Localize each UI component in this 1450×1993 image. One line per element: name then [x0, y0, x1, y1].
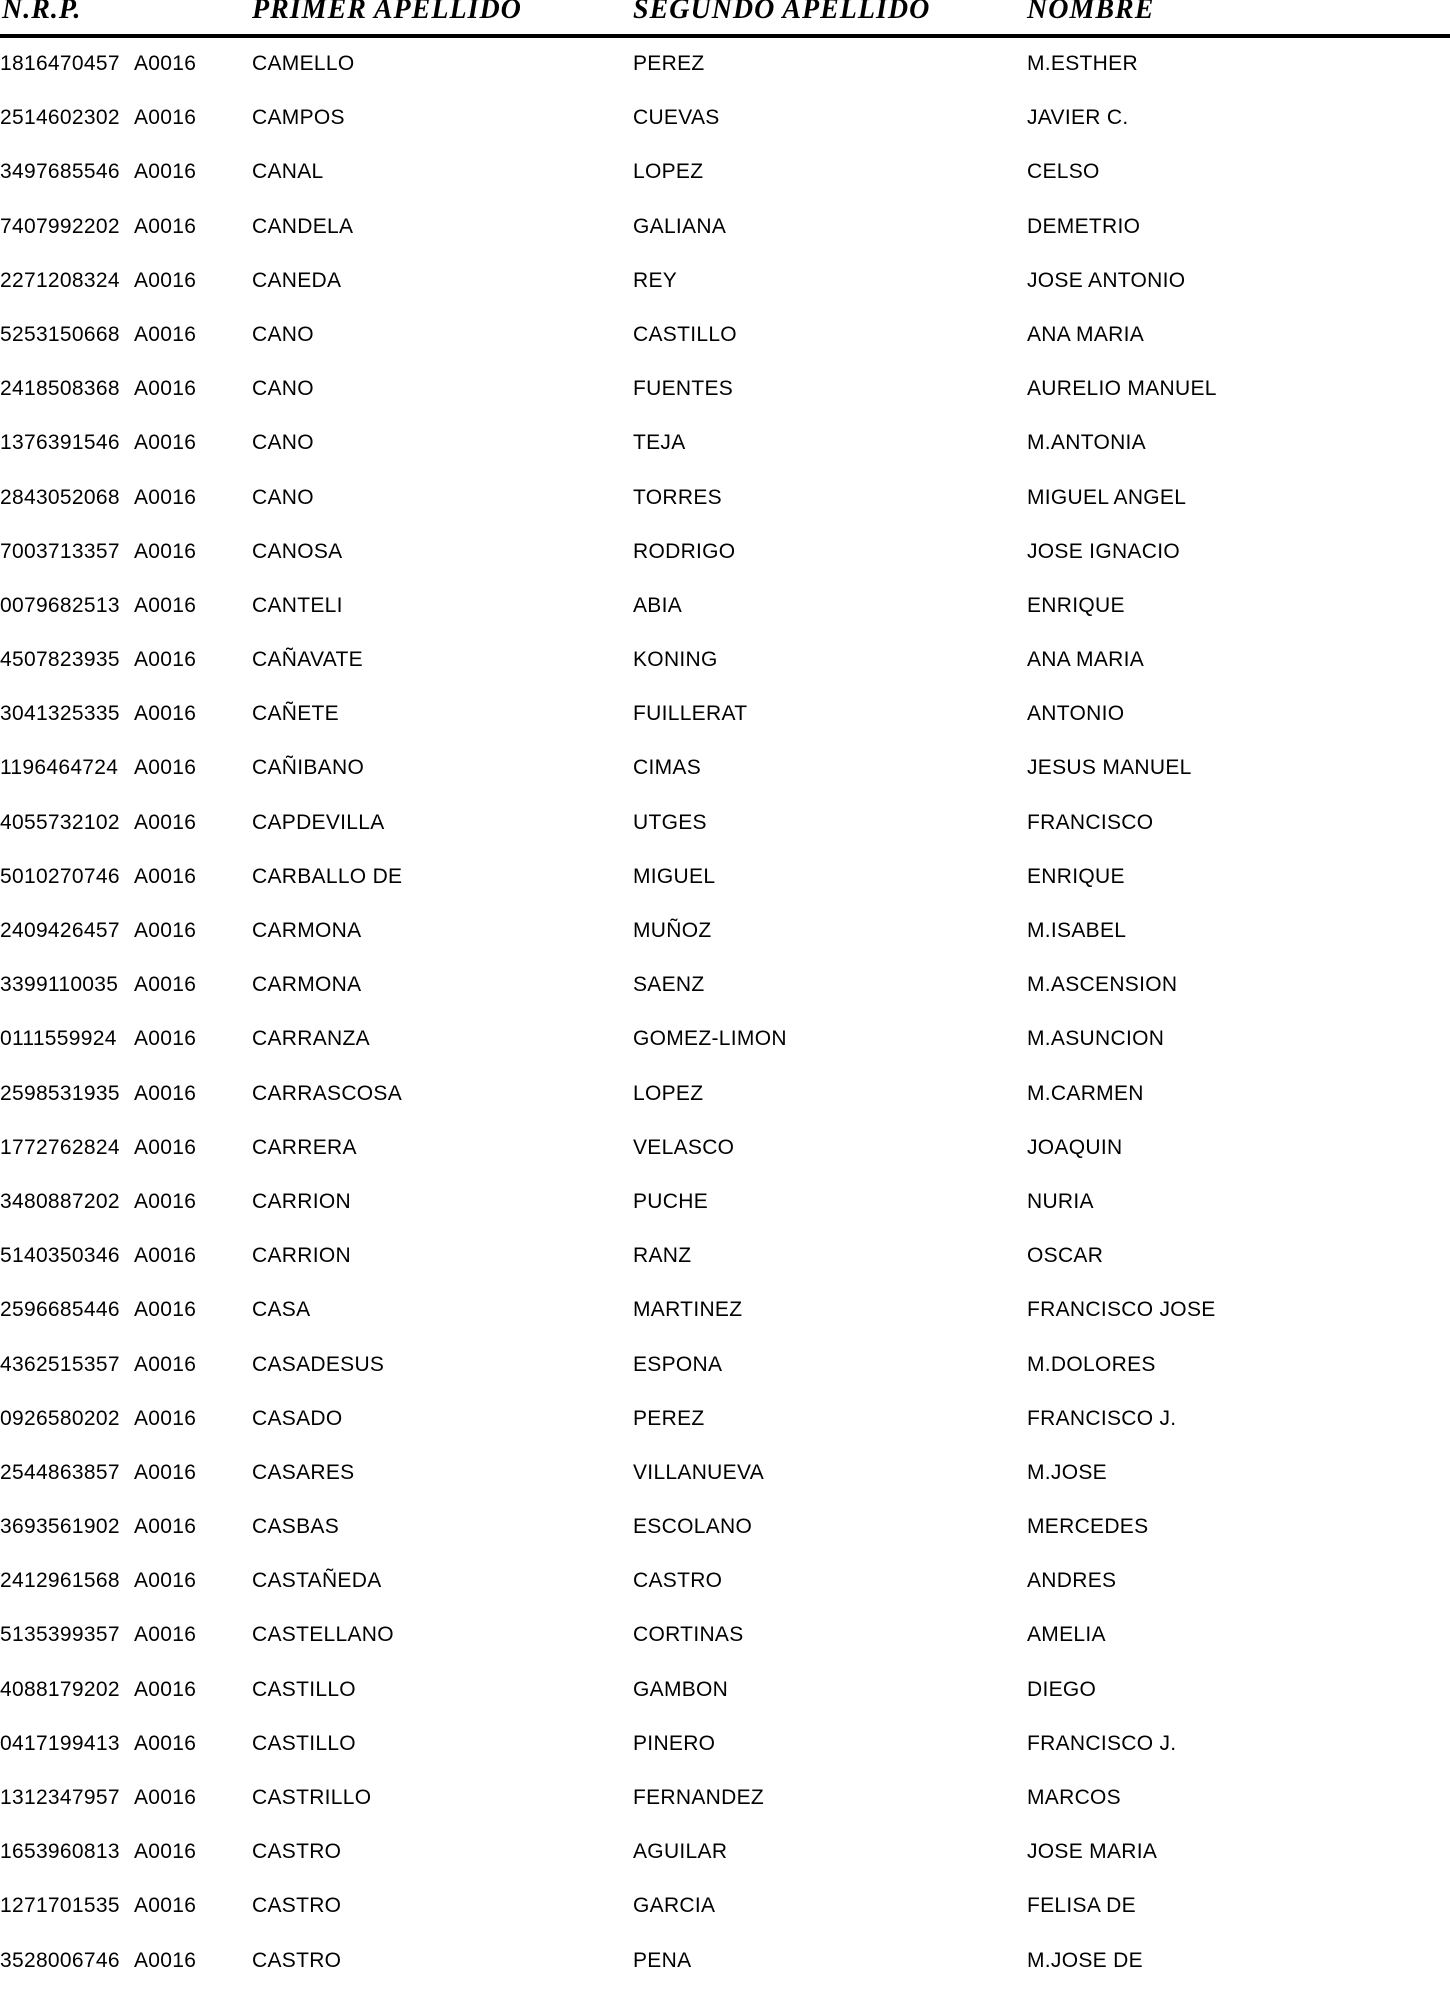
code-cell: A0016	[134, 268, 197, 292]
code-cell: A0016	[134, 539, 197, 563]
primer-apellido-cell: CASARES	[252, 1460, 355, 1484]
segundo-apellido-cell: GALIANA	[633, 214, 727, 238]
code-cell: A0016	[134, 1027, 197, 1051]
segundo-apellido-cell: PEREZ	[633, 1406, 705, 1430]
code-cell: A0016	[134, 1135, 197, 1159]
header-primer-apellido: PRIMER APELLIDO	[252, 0, 522, 25]
nrp-cell: 5135399357	[0, 1623, 120, 1647]
table-row	[0, 584, 1450, 638]
segundo-apellido-cell: FERNANDEZ	[633, 1786, 765, 1809]
segundo-apellido-cell: ESCOLANO	[633, 1515, 753, 1539]
primer-apellido-cell: CARRANZA	[252, 1027, 370, 1051]
table-row	[0, 1180, 1450, 1234]
primer-apellido-cell: CASTILLO	[252, 1731, 356, 1755]
primer-apellido-cell: CAÑAVATE	[252, 648, 363, 672]
header-nombre: NOMBRE	[1027, 0, 1155, 25]
nombre-cell: ANA MARIA	[1027, 322, 1145, 346]
code-cell: A0016	[134, 485, 197, 509]
segundo-apellido-cell: MUÑOZ	[633, 919, 712, 942]
primer-apellido-cell: CASTRO	[252, 1948, 342, 1972]
code-cell: A0016	[134, 864, 197, 888]
primer-apellido-cell: CARMONA	[252, 973, 362, 997]
primer-apellido-cell: CARRASCOSA	[252, 1081, 403, 1105]
nombre-cell: JOSE IGNACIO	[1027, 539, 1180, 563]
segundo-apellido-cell: RANZ	[633, 1244, 692, 1268]
code-cell: A0016	[134, 648, 197, 672]
code-cell: A0016	[134, 1894, 197, 1918]
nrp-cell: 1772762824	[0, 1135, 120, 1159]
code-cell: A0016	[134, 1244, 197, 1268]
nombre-cell: FRANCISCO J.	[1027, 1731, 1177, 1755]
segundo-apellido-cell: PUCHE	[633, 1189, 709, 1213]
code-cell: A0016	[134, 593, 197, 617]
nombre-cell: M.JOSE	[1027, 1460, 1107, 1484]
code-cell: A0016	[134, 973, 197, 997]
nombre-cell: JOSE MARIA	[1027, 1840, 1158, 1864]
table-row	[0, 1017, 1450, 1071]
segundo-apellido-cell: ESPONA	[633, 1352, 723, 1376]
segundo-apellido-cell: ABIA	[633, 593, 683, 617]
primer-apellido-cell: CANAL	[252, 160, 324, 184]
table-row	[0, 801, 1450, 855]
primer-apellido-cell: CASTILLO	[252, 1677, 356, 1701]
nrp-cell: 1816470457	[0, 52, 120, 75]
nrp-cell: 4362515357	[0, 1352, 120, 1376]
nombre-cell: M.ASCENSION	[1027, 973, 1178, 997]
code-cell: A0016	[134, 1352, 197, 1376]
header-nrp: N.R.P.	[2, 0, 82, 25]
code-cell: A0016	[134, 1515, 197, 1539]
table-row	[0, 367, 1450, 421]
segundo-apellido-cell: TEJA	[633, 431, 686, 455]
nombre-cell: ENRIQUE	[1027, 593, 1125, 617]
segundo-apellido-cell: GAMBON	[633, 1677, 729, 1701]
segundo-apellido-cell: AGUILAR	[633, 1840, 728, 1864]
primer-apellido-cell: CASTRO	[252, 1894, 342, 1918]
nombre-cell: AURELIO MANUEL	[1027, 377, 1217, 401]
table-row	[0, 205, 1450, 259]
segundo-apellido-cell: PEREZ	[633, 52, 705, 75]
nrp-cell: 7407992202	[0, 214, 120, 238]
nrp-cell: 2418508368	[0, 377, 120, 401]
nrp-cell: 5140350346	[0, 1244, 120, 1268]
nombre-cell: FRANCISCO	[1027, 810, 1154, 834]
segundo-apellido-cell: RODRIGO	[633, 539, 736, 563]
code-cell: A0016	[134, 1677, 197, 1701]
nombre-cell: M.DOLORES	[1027, 1352, 1156, 1376]
nombre-cell: JOSE ANTONIO	[1027, 268, 1186, 292]
table-row	[0, 692, 1450, 746]
code-cell: A0016	[134, 1731, 197, 1755]
primer-apellido-cell: CANO	[252, 485, 314, 509]
primer-apellido-cell: CARMONA	[252, 919, 362, 942]
primer-apellido-cell: CANOSA	[252, 539, 343, 563]
primer-apellido-cell: CASBAS	[252, 1515, 339, 1539]
nombre-cell: JOAQUIN	[1027, 1135, 1123, 1159]
nombre-cell: ANDRES	[1027, 1569, 1117, 1593]
table-body	[0, 42, 1450, 1993]
nombre-cell: M.JOSE DE	[1027, 1948, 1143, 1972]
primer-apellido-cell: CANEDA	[252, 268, 342, 292]
nrp-cell: 3693561902	[0, 1515, 120, 1539]
nombre-cell: CELSO	[1027, 160, 1100, 184]
primer-apellido-cell: CANO	[252, 377, 314, 401]
code-cell: A0016	[134, 1189, 197, 1213]
nombre-cell: ENRIQUE	[1027, 864, 1125, 888]
table-row	[0, 150, 1450, 204]
table-row	[0, 1559, 1450, 1613]
primer-apellido-cell: CASTELLANO	[252, 1623, 394, 1647]
code-cell: A0016	[134, 1298, 197, 1322]
nrp-cell: 1653960813	[0, 1840, 120, 1864]
nrp-cell: 3528006746	[0, 1948, 120, 1972]
code-cell: A0016	[134, 1460, 197, 1484]
segundo-apellido-cell: LOPEZ	[633, 160, 704, 184]
table-row	[0, 1668, 1450, 1722]
nombre-cell: M.ESTHER	[1027, 52, 1138, 75]
nombre-cell: MERCEDES	[1027, 1515, 1149, 1539]
code-cell: A0016	[134, 377, 197, 401]
segundo-apellido-cell: PENA	[633, 1948, 692, 1972]
table-header	[0, 0, 1450, 36]
nombre-cell: M.ISABEL	[1027, 919, 1127, 942]
nrp-cell: 1376391546	[0, 431, 120, 455]
nrp-cell: 2544863857	[0, 1460, 120, 1484]
nrp-cell: 2596685446	[0, 1298, 120, 1322]
nombre-cell: FELISA DE	[1027, 1894, 1136, 1918]
segundo-apellido-cell: GARCIA	[633, 1894, 716, 1918]
nombre-cell: JESUS MANUEL	[1027, 756, 1192, 780]
primer-apellido-cell: CARRION	[252, 1189, 351, 1213]
segundo-apellido-cell: MIGUEL	[633, 864, 716, 888]
table-row	[0, 1397, 1450, 1451]
primer-apellido-cell: CANO	[252, 431, 314, 455]
nrp-cell: 3399110035	[0, 973, 119, 997]
nombre-cell: DIEGO	[1027, 1677, 1097, 1701]
nombre-cell: FRANCISCO J.	[1027, 1406, 1177, 1430]
code-cell: A0016	[134, 431, 197, 455]
nombre-cell: AMELIA	[1027, 1623, 1106, 1647]
table-row	[0, 1505, 1450, 1559]
table-row	[0, 855, 1450, 909]
nrp-cell: 0111559924	[0, 1027, 117, 1051]
header-rule	[0, 34, 1450, 38]
table-row	[0, 530, 1450, 584]
table-row	[0, 1776, 1450, 1830]
primer-apellido-cell: CAÑIBANO	[252, 756, 365, 780]
table-row	[0, 1830, 1450, 1884]
segundo-apellido-cell: CIMAS	[633, 756, 702, 780]
table-row	[0, 1939, 1450, 1993]
nrp-cell: 2412961568	[0, 1569, 120, 1593]
nrp-cell: 2409426457	[0, 919, 120, 942]
table-row	[0, 1343, 1450, 1397]
primer-apellido-cell: CARRION	[252, 1244, 351, 1268]
nrp-cell: 1196464724	[0, 756, 119, 780]
code-cell: A0016	[134, 1786, 197, 1809]
nrp-cell: 0417199413	[0, 1731, 120, 1755]
code-cell: A0016	[134, 702, 197, 726]
code-cell: A0016	[134, 52, 197, 75]
segundo-apellido-cell: SAENZ	[633, 973, 705, 997]
nrp-cell: 2843052068	[0, 485, 120, 509]
nrp-cell: 2271208324	[0, 268, 120, 292]
code-cell: A0016	[134, 919, 197, 942]
segundo-apellido-cell: CASTRO	[633, 1569, 723, 1593]
primer-apellido-cell: CARRERA	[252, 1135, 357, 1159]
table-row	[0, 1288, 1450, 1342]
nrp-cell: 2514602302	[0, 106, 120, 130]
table-row	[0, 313, 1450, 367]
nrp-cell: 4507823935	[0, 648, 120, 672]
primer-apellido-cell: CANTELI	[252, 593, 343, 617]
segundo-apellido-cell: TORRES	[633, 485, 722, 509]
nrp-cell: 2598531935	[0, 1081, 120, 1105]
nombre-cell: FRANCISCO JOSE	[1027, 1298, 1216, 1322]
segundo-apellido-cell: FUENTES	[633, 377, 734, 401]
table-row	[0, 1722, 1450, 1776]
segundo-apellido-cell: MARTINEZ	[633, 1298, 743, 1322]
table-row	[0, 259, 1450, 313]
table-row	[0, 42, 1450, 96]
table-row	[0, 421, 1450, 475]
nrp-cell: 1271701535	[0, 1894, 120, 1918]
nrp-cell: 5253150668	[0, 322, 120, 346]
primer-apellido-cell: CASTRILLO	[252, 1786, 372, 1809]
nrp-cell: 4088179202	[0, 1677, 120, 1701]
nrp-cell: 0079682513	[0, 593, 120, 617]
segundo-apellido-cell: GOMEZ-LIMON	[633, 1027, 787, 1051]
nombre-cell: M.ASUNCION	[1027, 1027, 1165, 1051]
table-row	[0, 1072, 1450, 1126]
header-segundo-apellido: SEGUNDO APELLIDO	[633, 0, 931, 25]
nombre-cell: M.ANTONIA	[1027, 431, 1146, 455]
nrp-cell: 5010270746	[0, 864, 120, 888]
code-cell: A0016	[134, 322, 197, 346]
segundo-apellido-cell: UTGES	[633, 810, 707, 834]
table-row	[0, 963, 1450, 1017]
primer-apellido-cell: CAÑETE	[252, 702, 339, 726]
primer-apellido-cell: CAMPOS	[252, 106, 345, 130]
segundo-apellido-cell: CUEVAS	[633, 106, 720, 130]
table-row	[0, 638, 1450, 692]
table-row	[0, 1451, 1450, 1505]
segundo-apellido-cell: FUILLERAT	[633, 702, 748, 726]
table-row	[0, 1613, 1450, 1667]
nrp-cell: 3041325335	[0, 702, 120, 726]
primer-apellido-cell: CANDELA	[252, 214, 354, 238]
table-row	[0, 1126, 1450, 1180]
code-cell: A0016	[134, 1948, 197, 1972]
nombre-cell: DEMETRIO	[1027, 214, 1141, 238]
segundo-apellido-cell: VILLANUEVA	[633, 1460, 764, 1484]
segundo-apellido-cell: VELASCO	[633, 1135, 735, 1159]
primer-apellido-cell: CASTAÑEDA	[252, 1569, 382, 1593]
table-row	[0, 746, 1450, 800]
nrp-cell: 1312347957	[0, 1786, 120, 1809]
code-cell: A0016	[134, 1081, 197, 1105]
segundo-apellido-cell: LOPEZ	[633, 1081, 704, 1105]
table-row	[0, 1884, 1450, 1938]
primer-apellido-cell: CAPDEVILLA	[252, 810, 385, 834]
nrp-cell: 7003713357	[0, 539, 120, 563]
code-cell: A0016	[134, 1406, 197, 1430]
nombre-cell: NURIA	[1027, 1189, 1094, 1213]
table-row	[0, 476, 1450, 530]
primer-apellido-cell: CARBALLO DE	[252, 864, 403, 888]
nrp-cell: 3497685546	[0, 160, 120, 184]
code-cell: A0016	[134, 1569, 197, 1593]
primer-apellido-cell: CASADO	[252, 1406, 343, 1430]
nombre-cell: MARCOS	[1027, 1786, 1121, 1809]
table-row	[0, 96, 1450, 150]
segundo-apellido-cell: REY	[633, 268, 678, 292]
code-cell: A0016	[134, 1840, 197, 1864]
primer-apellido-cell: CASTRO	[252, 1840, 342, 1864]
code-cell: A0016	[134, 214, 197, 238]
table-row	[0, 1234, 1450, 1288]
segundo-apellido-cell: PINERO	[633, 1731, 716, 1755]
nombre-cell: JAVIER C.	[1027, 106, 1129, 130]
code-cell: A0016	[134, 106, 197, 130]
primer-apellido-cell: CANO	[252, 322, 314, 346]
code-cell: A0016	[134, 810, 197, 834]
code-cell: A0016	[134, 160, 197, 184]
segundo-apellido-cell: CORTINAS	[633, 1623, 744, 1647]
segundo-apellido-cell: CASTILLO	[633, 322, 737, 346]
nrp-cell: 0926580202	[0, 1406, 120, 1430]
nombre-cell: MIGUEL ANGEL	[1027, 485, 1187, 509]
segundo-apellido-cell: KONING	[633, 648, 718, 672]
nrp-cell: 4055732102	[0, 810, 120, 834]
nrp-cell: 3480887202	[0, 1189, 120, 1213]
nombre-cell: M.CARMEN	[1027, 1081, 1144, 1105]
nombre-cell: ANTONIO	[1027, 702, 1125, 726]
nombre-cell: OSCAR	[1027, 1244, 1104, 1268]
code-cell: A0016	[134, 1623, 197, 1647]
table-row	[0, 909, 1450, 963]
primer-apellido-cell: CAMELLO	[252, 52, 355, 75]
nombre-cell: ANA MARIA	[1027, 648, 1145, 672]
primer-apellido-cell: CASADESUS	[252, 1352, 385, 1376]
code-cell: A0016	[134, 756, 197, 780]
primer-apellido-cell: CASA	[252, 1298, 311, 1322]
